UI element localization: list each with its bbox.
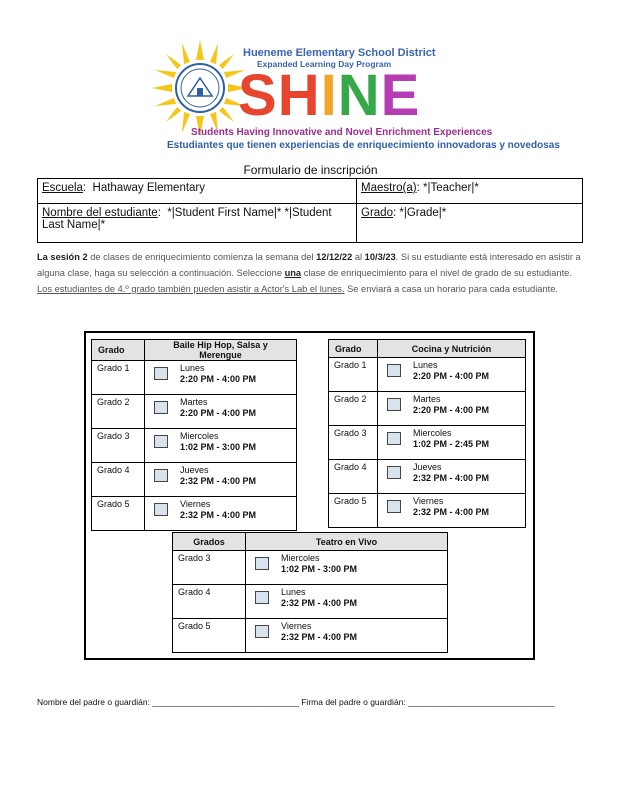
grade-cell: Grado 3 — [329, 426, 378, 460]
day: Lunes — [281, 587, 306, 597]
time: 2:32 PM - 4:00 PM — [180, 476, 257, 486]
para-text: clase de enriquecimiento para el nivel de grado de su estudiante. — [301, 268, 572, 278]
teacher-cell: Maestro(a): *|Teacher|* — [357, 179, 583, 204]
theater-col-grades: Grados — [173, 533, 246, 551]
day: Viernes — [281, 621, 312, 631]
time: 2:32 PM - 4:00 PM — [413, 473, 490, 483]
program-name: Expanded Learning Day Program — [257, 59, 392, 69]
student-name-label: Nombre del estudiante — [42, 207, 158, 219]
cooking-col-grade: Grado — [329, 340, 378, 358]
theater-col-class: Teatro en Vivo — [246, 533, 448, 551]
grade-cell: Grado 5 — [329, 494, 378, 528]
select-checkbox[interactable] — [154, 435, 168, 448]
grade-cell: Grado 4 — [329, 460, 378, 494]
table-row — [173, 619, 448, 653]
table-row — [173, 585, 448, 619]
select-checkbox[interactable] — [154, 503, 168, 516]
session-label: La sesión 2 — [37, 252, 88, 262]
option-cell — [246, 551, 448, 585]
select-checkbox[interactable] — [387, 398, 401, 411]
tagline-english: Students Having Innovative and Novel Enrichment Experiences — [191, 127, 493, 138]
grade-cell: Grado 2 — [92, 395, 145, 429]
grade-value[interactable]: *|Grade|* — [399, 207, 447, 219]
shine-letter: N — [337, 63, 381, 128]
para-text: al — [352, 252, 365, 262]
tagline-spanish: Estudiantes que tienen experiencias de enriquecimiento innovadoras y novedosas — [167, 140, 560, 151]
student-name-cell: Nombre del estudiante: *|Student First Name|* *|Student Last Name|* — [38, 204, 357, 243]
teacher-label: Maestro(a) — [361, 182, 417, 194]
select-checkbox[interactable] — [387, 364, 401, 377]
dance-col-grade: Grado — [92, 340, 145, 361]
select-checkbox[interactable] — [154, 469, 168, 482]
school-cell: Escuela: Hathaway Elementary — [38, 179, 357, 204]
instructions-paragraph — [37, 249, 587, 297]
table-row — [92, 361, 297, 395]
select-checkbox[interactable] — [255, 591, 269, 604]
option-cell — [145, 497, 297, 531]
option-cell — [378, 358, 526, 392]
day: Jueves — [180, 465, 209, 475]
option-cell — [145, 429, 297, 463]
shine-letter: S — [238, 63, 278, 128]
option-cell — [246, 619, 448, 653]
grade-cell: Grado 4 — [92, 463, 145, 497]
student-info-table — [37, 178, 583, 243]
table-row — [92, 429, 297, 463]
district-name: Hueneme Elementary School District — [243, 47, 436, 59]
day: Lunes — [180, 363, 205, 373]
shine-letter: H — [277, 63, 321, 128]
dance-schedule-table — [91, 339, 297, 531]
grade-cell: Grado 4 — [173, 585, 246, 619]
table-row — [329, 392, 526, 426]
select-checkbox[interactable] — [387, 500, 401, 513]
day: Miercoles — [180, 431, 219, 441]
theater-schedule-table — [172, 532, 448, 653]
form-title: Formulario de inscripción — [243, 163, 378, 177]
option-cell — [145, 463, 297, 497]
grade-cell: Grado 1 — [329, 358, 378, 392]
grade-cell: Grado 5 — [173, 619, 246, 653]
select-checkbox[interactable] — [387, 466, 401, 479]
time: 1:02 PM - 3:00 PM — [281, 564, 358, 574]
grade-cell: Grado 5 — [92, 497, 145, 531]
school-value[interactable]: Hathaway Elementary — [92, 182, 206, 194]
guardian-signature-field[interactable]: _______________________________ — [408, 697, 555, 707]
option-cell — [378, 392, 526, 426]
time: 1:02 PM - 2:45 PM — [413, 439, 490, 449]
option-cell — [246, 585, 448, 619]
time: 2:32 PM - 4:00 PM — [281, 632, 358, 642]
actors-lab-note: Los estudiantes de 4.º grado también pueden asistir a Actor's Lab el lunes. — [37, 284, 345, 294]
grade-cell: Grado 3 — [173, 551, 246, 585]
option-cell — [378, 426, 526, 460]
time: 2:32 PM - 4:00 PM — [413, 507, 490, 517]
grade-cell: Grado 2 — [329, 392, 378, 426]
cooking-col-class: Cocina y Nutrición — [378, 340, 526, 358]
table-row — [92, 497, 297, 531]
time: 1:02 PM - 3:00 PM — [180, 442, 257, 452]
option-cell — [145, 395, 297, 429]
table-row — [92, 463, 297, 497]
select-checkbox[interactable] — [255, 557, 269, 570]
select-checkbox[interactable] — [154, 367, 168, 380]
day: Miercoles — [281, 553, 320, 563]
select-checkbox[interactable] — [387, 432, 401, 445]
guardian-signature-label: Firma del padre o guardián: — [301, 697, 406, 707]
day: Jueves — [413, 462, 442, 472]
grade-label: Grado — [361, 207, 393, 219]
table-row — [329, 494, 526, 528]
select-checkbox[interactable] — [255, 625, 269, 638]
student-name-value[interactable]: *|Student First Name|* *|Student Last Name|* — [42, 207, 332, 231]
signature-line — [37, 697, 555, 707]
cooking-schedule-table — [328, 339, 526, 528]
grade-cell: Grado: *|Grade|* — [357, 204, 583, 243]
option-cell — [378, 460, 526, 494]
guardian-name-label: Nombre del padre o guardián: — [37, 697, 150, 707]
option-cell — [145, 361, 297, 395]
shine-letter: E — [380, 63, 421, 128]
table-row — [329, 358, 526, 392]
day: Viernes — [413, 496, 444, 506]
grade-cell: Grado 3 — [92, 429, 145, 463]
day: Viernes — [180, 499, 211, 509]
select-checkbox[interactable] — [154, 401, 168, 414]
para-text: de clases de enriquecimiento comienza la semana del — [87, 252, 317, 262]
time: 2:20 PM - 4:00 PM — [180, 408, 257, 418]
school-label: Escuela — [42, 182, 83, 194]
dance-col-class: Baile Hip Hop, Salsa y Merengue — [145, 340, 297, 361]
school-logo-sun-icon — [150, 38, 250, 138]
para-text: . Si su estudiante está interesado en asistir a alguna clase, haga su selección a continuación. Seleccione — [37, 252, 581, 278]
para-text: Se enviará a casa un horario para cada estudiante. — [344, 284, 558, 294]
grade-cell: Grado 1 — [92, 361, 145, 395]
option-cell — [378, 494, 526, 528]
guardian-name-field[interactable]: _______________________________ — [152, 697, 299, 707]
start-date: 12/12/22 — [316, 252, 353, 262]
one-emphasis: una — [284, 268, 302, 278]
shine-letter: I — [320, 63, 338, 128]
table-row — [329, 460, 526, 494]
teacher-value[interactable]: *|Teacher|* — [423, 182, 479, 194]
day: Lunes — [413, 360, 438, 370]
day: Martes — [413, 394, 441, 404]
table-row — [92, 395, 297, 429]
day: Martes — [180, 397, 208, 407]
day: Miercoles — [413, 428, 452, 438]
table-row — [329, 426, 526, 460]
end-date: 10/3/23 — [364, 252, 396, 262]
time: 2:20 PM - 4:00 PM — [413, 405, 490, 415]
time: 2:32 PM - 4:00 PM — [281, 598, 358, 608]
time: 2:20 PM - 4:00 PM — [413, 371, 490, 381]
time: 2:32 PM - 4:00 PM — [180, 510, 257, 520]
table-row — [173, 551, 448, 585]
time: 2:20 PM - 4:00 PM — [180, 374, 257, 384]
